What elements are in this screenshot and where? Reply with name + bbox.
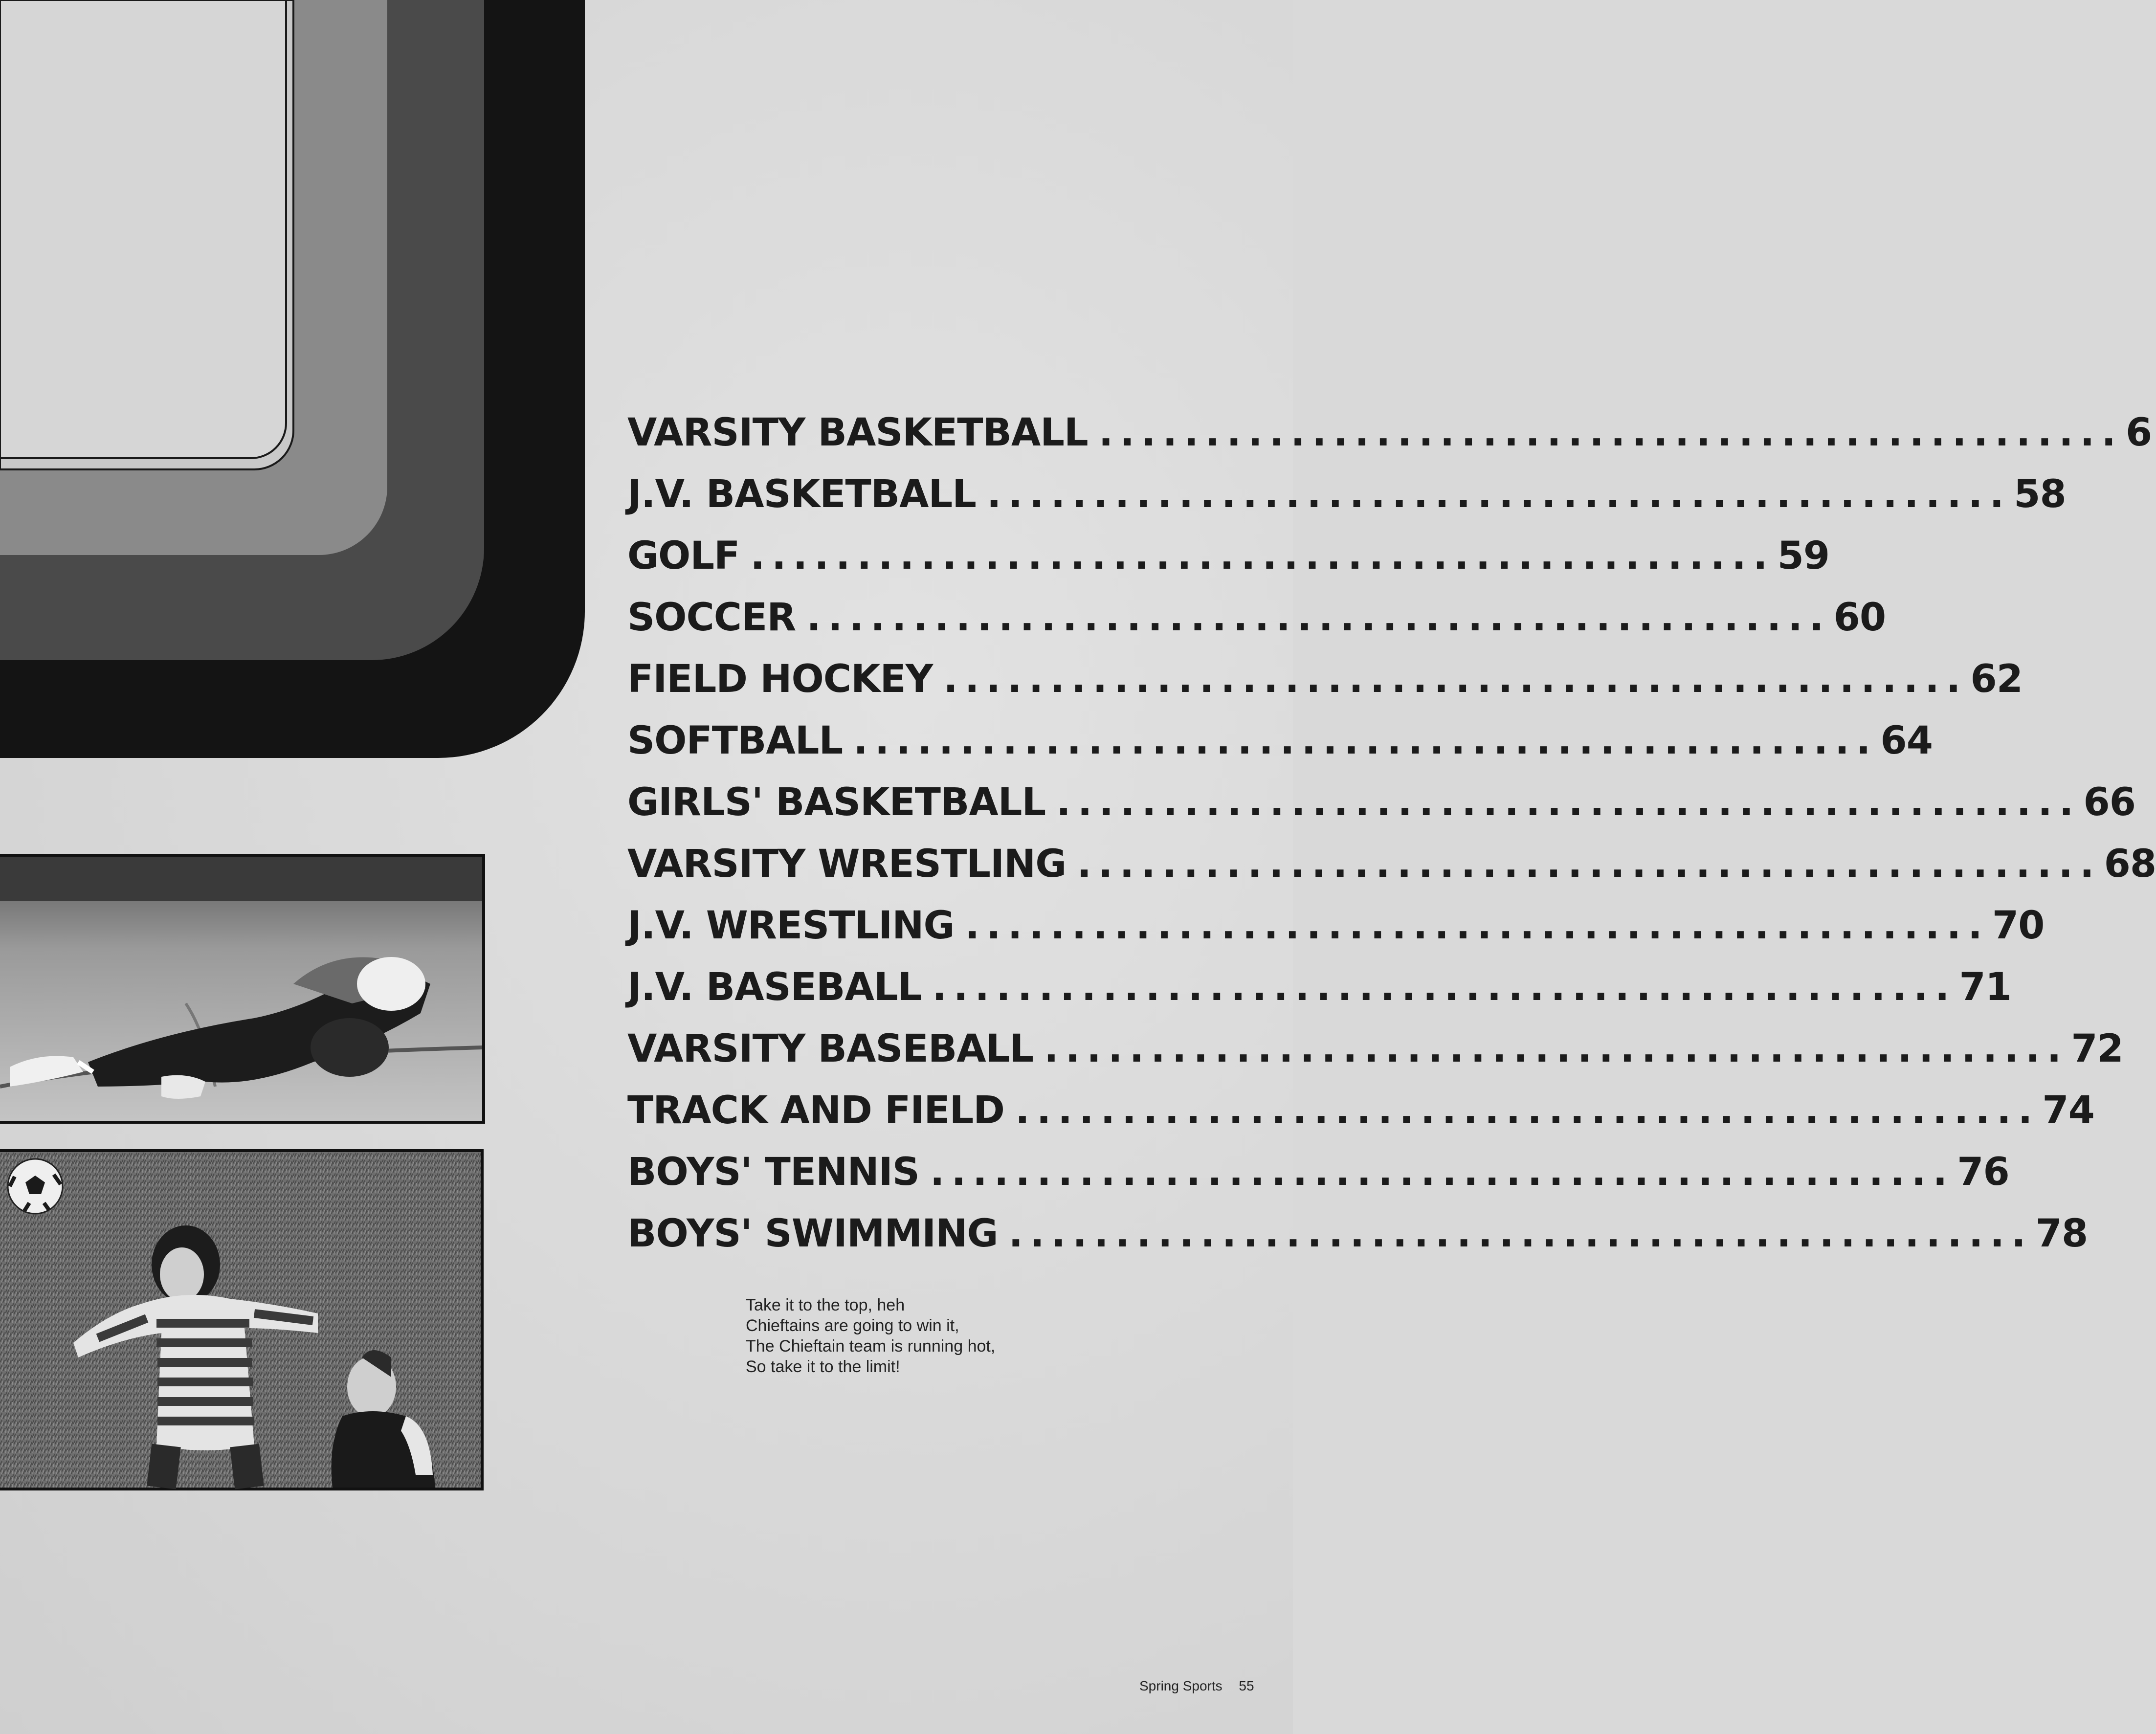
toc-entry-page-number: 66	[2083, 780, 2135, 824]
footer-page-number: 55	[1239, 1678, 1254, 1693]
toc-entry-title: J.V. WRESTLING	[627, 904, 955, 948]
toc-entry-page-number: 76	[1957, 1150, 2009, 1194]
toc-entry-title: SOFTBALL	[627, 719, 843, 763]
toc-dot-leader: ................................................	[1015, 1089, 2040, 1133]
toc-entry	[627, 657, 2023, 719]
toc-entry	[627, 1212, 2088, 1273]
toc-entry-title: VARSITY BASEBALL	[627, 1027, 1034, 1071]
toc-entry-page-number: 60	[1833, 596, 1886, 640]
poem-line: Take it to the top, heh	[746, 1296, 905, 1314]
toc-entry-page-number: 71	[1959, 965, 2012, 1009]
wrestling-photo	[0, 854, 485, 1124]
toc-entry-title: TRACK AND FIELD	[627, 1089, 1005, 1133]
toc-entry-title: VARSITY WRESTLING	[627, 842, 1067, 886]
soccer-ball-icon	[8, 1159, 63, 1214]
toc-dot-leader: ................................................	[1098, 411, 2123, 455]
toc-entry-page-number: 78	[2035, 1212, 2088, 1256]
toc-entry-title: J.V. BASKETBALL	[627, 472, 976, 516]
toc-dot-leader: ................................................	[750, 534, 1775, 578]
soccer-photo	[0, 1149, 484, 1490]
stripe-inner	[0, 0, 286, 458]
toc-entry-title: J.V. BASEBALL	[627, 965, 922, 1009]
toc-entry	[627, 596, 1886, 657]
toc-entry	[627, 1027, 2123, 1089]
table-of-contents	[627, 411, 2156, 1273]
toc-entry	[627, 411, 2152, 472]
toc-entry	[627, 965, 2012, 1027]
toc-entry	[627, 719, 1933, 780]
toc-dot-leader: ................................................	[1008, 1212, 2033, 1256]
toc-entry-title: GOLF	[627, 534, 740, 578]
toc-entry-page-number: 6	[2125, 411, 2152, 455]
toc-entry	[627, 1089, 2094, 1150]
toc-entry-title: SOCCER	[627, 596, 796, 640]
toc-dot-leader: ................................................	[1077, 842, 2101, 886]
toc-entry-page-number: 70	[1992, 904, 2045, 948]
toc-dot-leader: ................................................	[806, 596, 1831, 640]
toc-entry-page-number: 64	[1880, 719, 1933, 763]
toc-entry-page-number: 62	[1970, 657, 2023, 701]
toc-dot-leader: ................................................	[853, 719, 1878, 763]
toc-entry	[627, 534, 1830, 596]
toc-entry-title: VARSITY BASKETBALL	[627, 411, 1088, 455]
poem-line: The Chieftain team is running hot,	[746, 1337, 996, 1356]
toc-dot-leader: ................................................	[965, 904, 1989, 948]
toc-entry	[627, 472, 2066, 534]
decorative-stripes	[0, 0, 587, 763]
wrestling-photo-image	[0, 857, 482, 1121]
poem-line: So take it to the limit!	[746, 1357, 900, 1376]
toc-dot-leader: ................................................	[930, 1150, 1955, 1194]
toc-dot-leader: ................................................	[1044, 1027, 2068, 1071]
toc-entry-title: BOYS' SWIMMING	[627, 1212, 998, 1256]
toc-entry	[627, 780, 2135, 842]
toc-dot-leader: ................................................	[932, 965, 1956, 1009]
toc-entry	[627, 1150, 2009, 1212]
toc-dot-leader: ................................................	[943, 657, 1968, 701]
toc-entry	[627, 842, 2156, 904]
footer-section-title: Spring Sports	[1139, 1678, 1222, 1693]
poem	[746, 1295, 1088, 1377]
toc-entry-page-number: 72	[2071, 1027, 2123, 1071]
toc-entry	[627, 904, 2045, 965]
toc-entry-title: BOYS' TENNIS	[627, 1150, 919, 1194]
soccer-photo-image	[0, 1152, 481, 1488]
toc-dot-leader: ................................................	[986, 472, 2011, 516]
toc-entry-page-number: 74	[2042, 1089, 2094, 1133]
toc-entry-page-number: 58	[2014, 472, 2066, 516]
toc-dot-leader: ................................................	[1056, 780, 2081, 824]
toc-entry-title: GIRLS' BASKETBALL	[627, 780, 1046, 824]
toc-entry-page-number: 59	[1777, 534, 1830, 578]
page-footer	[1139, 1678, 1254, 1694]
toc-entry-page-number: 68	[2104, 842, 2156, 886]
poem-line: Chieftains are going to win it,	[746, 1316, 959, 1335]
toc-entry-title: FIELD HOCKEY	[627, 657, 933, 701]
